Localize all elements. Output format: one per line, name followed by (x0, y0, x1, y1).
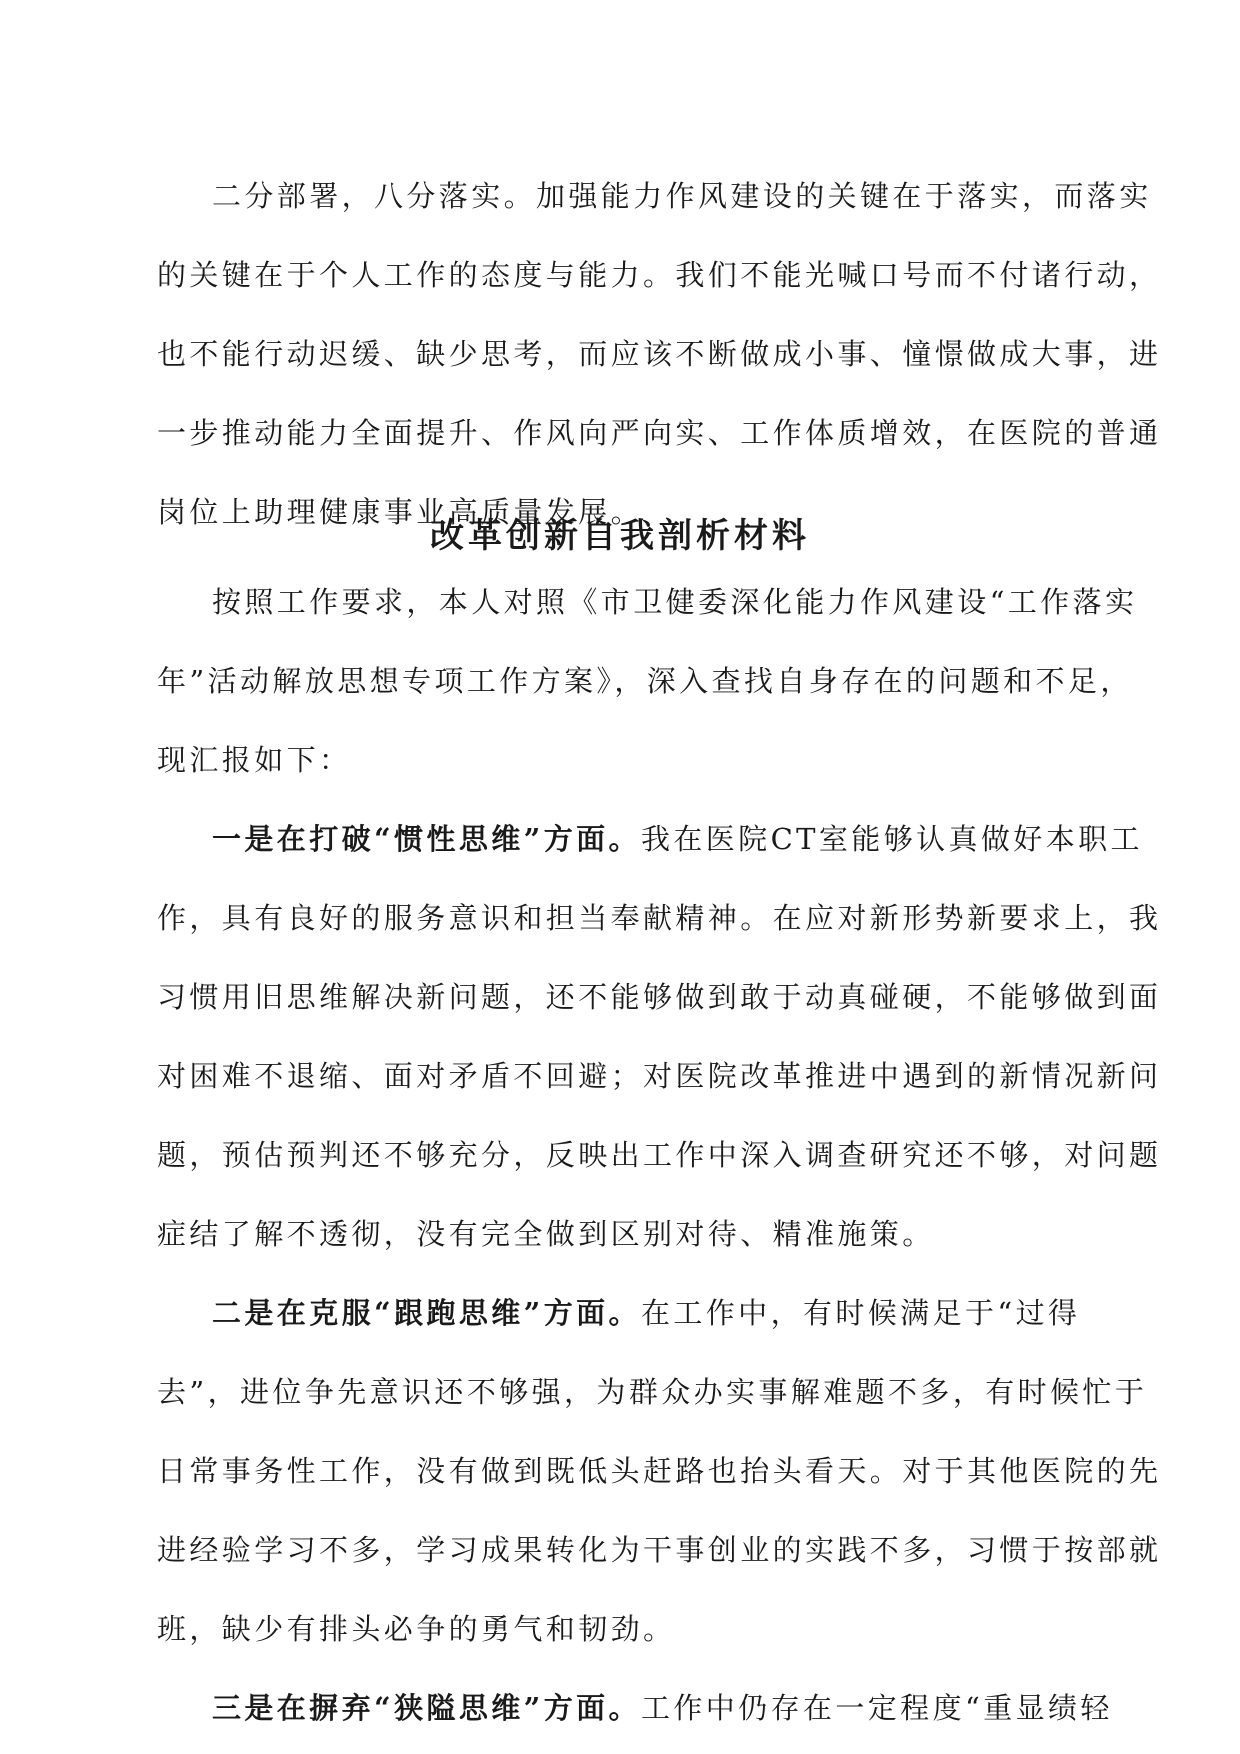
section-2-line-2: 去”，进位争先意识还不够强，为群众办实事解难题不多，有时候忙于 (157, 1375, 1148, 1409)
section-2-first-line (212, 1293, 1081, 1333)
section-2-heading: 二是在克服“跟跑思维”方面。 (212, 1296, 641, 1330)
section-1-line-6: 症结了解不透彻，没有完全做到区别对待、精准施策。 (157, 1217, 935, 1251)
intro-line-4: 一步推动能力全面提升、作风向严向实、工作体质增效，在医院的普通 (157, 416, 1162, 450)
section-1-first-line (212, 819, 1143, 859)
section-2-line-4: 进经验学习不多，学习成果转化为干事创业的实践不多，习惯于按部就 (157, 1533, 1162, 1567)
intro-line-1: 二分部署，八分落实。加强能力作风建设的关键在于落实，而落实 (212, 179, 1152, 213)
document-title: 改革创新自我剖析材料 (430, 516, 810, 556)
section-1-line-5: 题，预估预判还不够充分，反映出工作中深入调查研究还不够，对问题 (157, 1138, 1162, 1172)
intro-line-5: 岗位上助理健康事业高质量发展。 (157, 495, 644, 529)
preface-line-2: 年”活动解放思想专项工作方案》，深入查找自身存在的问题和不足， (157, 664, 1133, 698)
section-1-line-2: 作，具有良好的服务意识和担当奉献精神。在应对新形势新要求上，我 (157, 901, 1162, 935)
section-2-line-3: 日常事务性工作，没有做到既低头赶路也抬头看天。对于其他医院的先 (157, 1454, 1162, 1488)
preface-line-3: 现汇报如下： (157, 743, 352, 777)
section-3-heading: 三是在摒弃“狭隘思维”方面。 (212, 1691, 641, 1725)
intro-line-3: 也不能行动迟缓、缺少思考，而应该不断做成小事、憧憬做成大事，进 (157, 337, 1162, 371)
section-2-line-5: 班，缺少有排头必争的勇气和韧劲。 (157, 1612, 676, 1646)
section-1-line-3: 习惯用旧思维解决新问题，还不能够做到敢于动真碰硬，不能够做到面 (157, 980, 1162, 1014)
preface-line-1: 按照工作要求，本人对照《市卫健委深化能力作风建设“工作落实 (212, 585, 1138, 619)
section-3-first-line (212, 1688, 1113, 1728)
section-1-heading: 一是在打破“惯性思维”方面。 (212, 822, 641, 856)
section-1-first-text: 我在医院CT室能够认真做好本职工 (640, 822, 1143, 856)
section-1-line-4: 对困难不退缩、面对矛盾不回避；对医院改革推进中遇到的新情况新问 (157, 1059, 1162, 1093)
intro-line-2: 的关键在于个人工作的态度与能力。我们不能光喊口号而不付诸行动， (157, 258, 1162, 292)
section-3-first-text: 工作中仍存在一定程度“重显绩轻 (640, 1691, 1113, 1725)
section-2-first-text: 在工作中，有时候满足于“过得 (640, 1296, 1081, 1330)
